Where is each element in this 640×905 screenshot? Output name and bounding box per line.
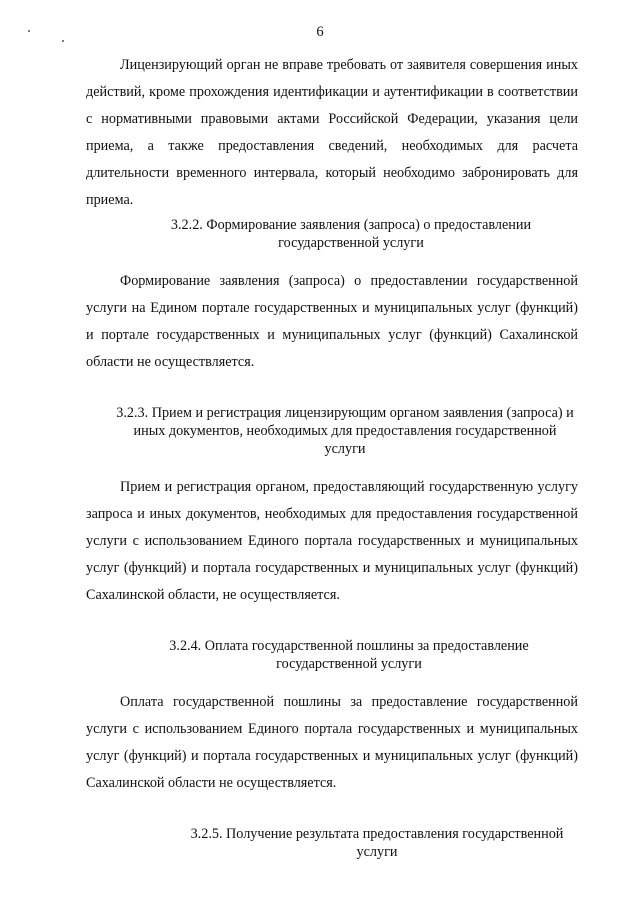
heading-3-2-3: 3.2.3. Прием и регистрация лицензирующим органом заявления (запроса) и иных документов, необходимых для предоставления государственной услуги — [116, 405, 574, 457]
paragraph-state-fee: Оплата государственной пошлины за предоставление государственной услуги с использованием Единого портала государственных и муниципальных услуг (функций) и портала государственных и муниципальных услуг (функций) Сахалинской области не осуществляется. — [86, 694, 578, 791]
heading-3-2-4: 3.2.4. Оплата государственной пошлины за предоставление государственной услуги — [169, 638, 529, 672]
heading-3-2-5: 3.2.5. Получение результата предоставления государственной услуги — [190, 826, 564, 860]
paragraph-application-forming: Формирование заявления (запроса) о предоставлении государственной услуги на Едином портале государственных и муниципальных услуг (функций) и портале государственных и муниципальных услуг (функций) Сахалинской области не осуществляется. — [86, 273, 578, 370]
document-body — [86, 52, 578, 861]
page-number: 6 — [316, 24, 324, 40]
paragraph-identification: Лицензирующий орган не вправе требовать от заявителя совершения иных действий, кроме прохождения идентификации и аутентификации в соответствии с нормативными правовыми актами Российской Федерации, указания цели приема, а также предоставления сведений, необходимых для расчета длительности временного интервала, который необходимо забронировать для приема. — [86, 57, 578, 208]
paragraph-reception-registration: Прием и регистрация органом, предоставляющий государственную услугу запроса и иных документов, необходимых для предоставления государственной услуги с использованием Единого портала государственных и муниципальных услуг (функций) и портала государственных и муниципальных услуг (функций) Сахалинской области, не осуществляется. — [86, 479, 578, 603]
heading-3-2-2: 3.2.2. Формирование заявления (запроса) о предоставлении государственной услуги — [170, 217, 532, 251]
